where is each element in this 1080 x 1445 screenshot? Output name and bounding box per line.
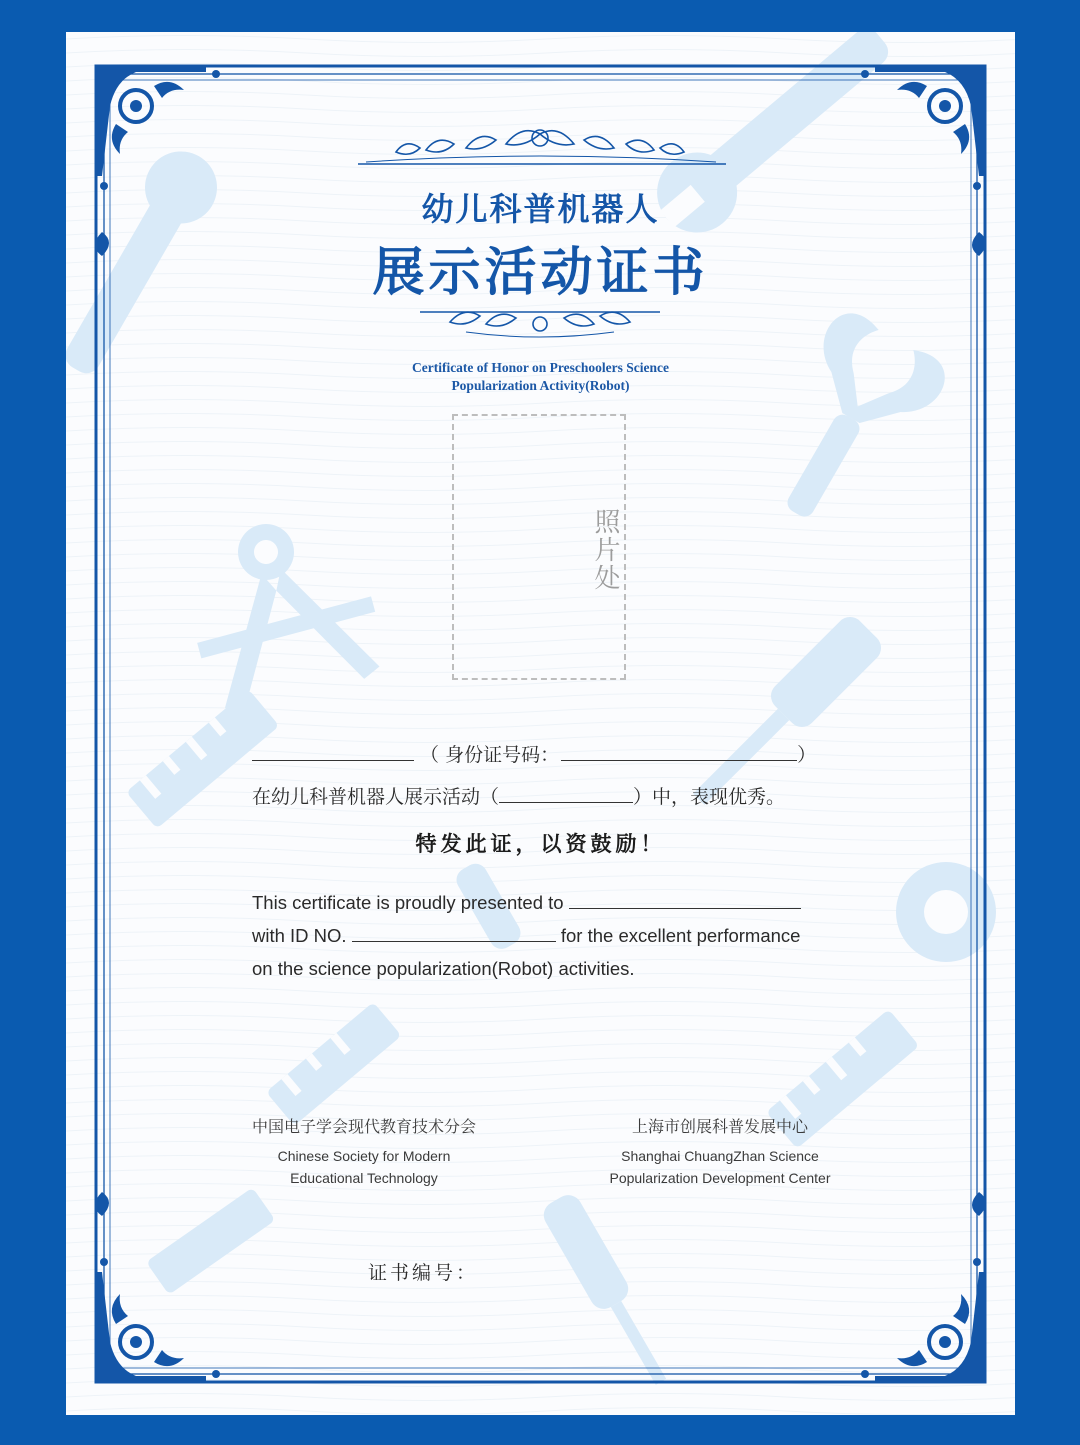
ornament-flourish-icon [358, 130, 726, 164]
title-line-2: 展示活动证书 [372, 242, 709, 303]
activity-suffix: ）中，表现优秀。 [633, 786, 786, 808]
encouragement-text: 特发此证，以资鼓励！ [415, 832, 666, 856]
id-no-label: with ID NO. [252, 925, 347, 946]
id-label-open: （ 身份证号码： [420, 744, 560, 766]
activity-blank [499, 786, 633, 803]
recipient-name-blank [569, 894, 801, 909]
english-body-line-2 [252, 925, 800, 947]
org-left-en-1: Chinese Society for Modern [277, 1148, 451, 1164]
org-right-cn: 上海市创展科普发展中心 [631, 1117, 808, 1136]
activity-prefix: 在幼儿科普机器人展示活动（ [252, 786, 500, 808]
id-number-blank [561, 744, 797, 761]
org-left-cn: 中国电子学会现代教育技术分会 [251, 1117, 476, 1136]
id-label-close: ） [797, 744, 817, 766]
name-blank [252, 744, 414, 761]
performance-text: for the excellent performance [560, 925, 801, 946]
chinese-body-line-2 [252, 782, 785, 809]
certificate-number-label: 证书编号： [368, 1262, 479, 1284]
org-left-en-2: Educational Technology [290, 1170, 438, 1186]
org-right-en-1: Shanghai ChuangZhan Science [621, 1148, 819, 1164]
organization-right [572, 1114, 868, 1189]
organization-left [216, 1114, 512, 1189]
english-body-line-3: on the science popularization(Robot) activities. [252, 958, 635, 979]
english-title-line-2: Popularization Activity(Robot) [451, 378, 630, 393]
photo-placeholder [452, 414, 626, 680]
photo-label: 照片处 [590, 508, 620, 592]
presented-to-text: This certificate is proudly presented to [252, 892, 564, 913]
org-right-en-2: Popularization Development Center [609, 1170, 831, 1186]
english-body-line-1 [252, 892, 801, 914]
id-no-blank [352, 927, 556, 942]
english-title-line-1: Certificate of Honor on Preschoolers Science [411, 360, 670, 375]
certificate-sheet [66, 32, 1015, 1415]
title-line-1: 幼儿科普机器人 [421, 190, 660, 228]
chinese-body-line-1 [252, 740, 816, 767]
